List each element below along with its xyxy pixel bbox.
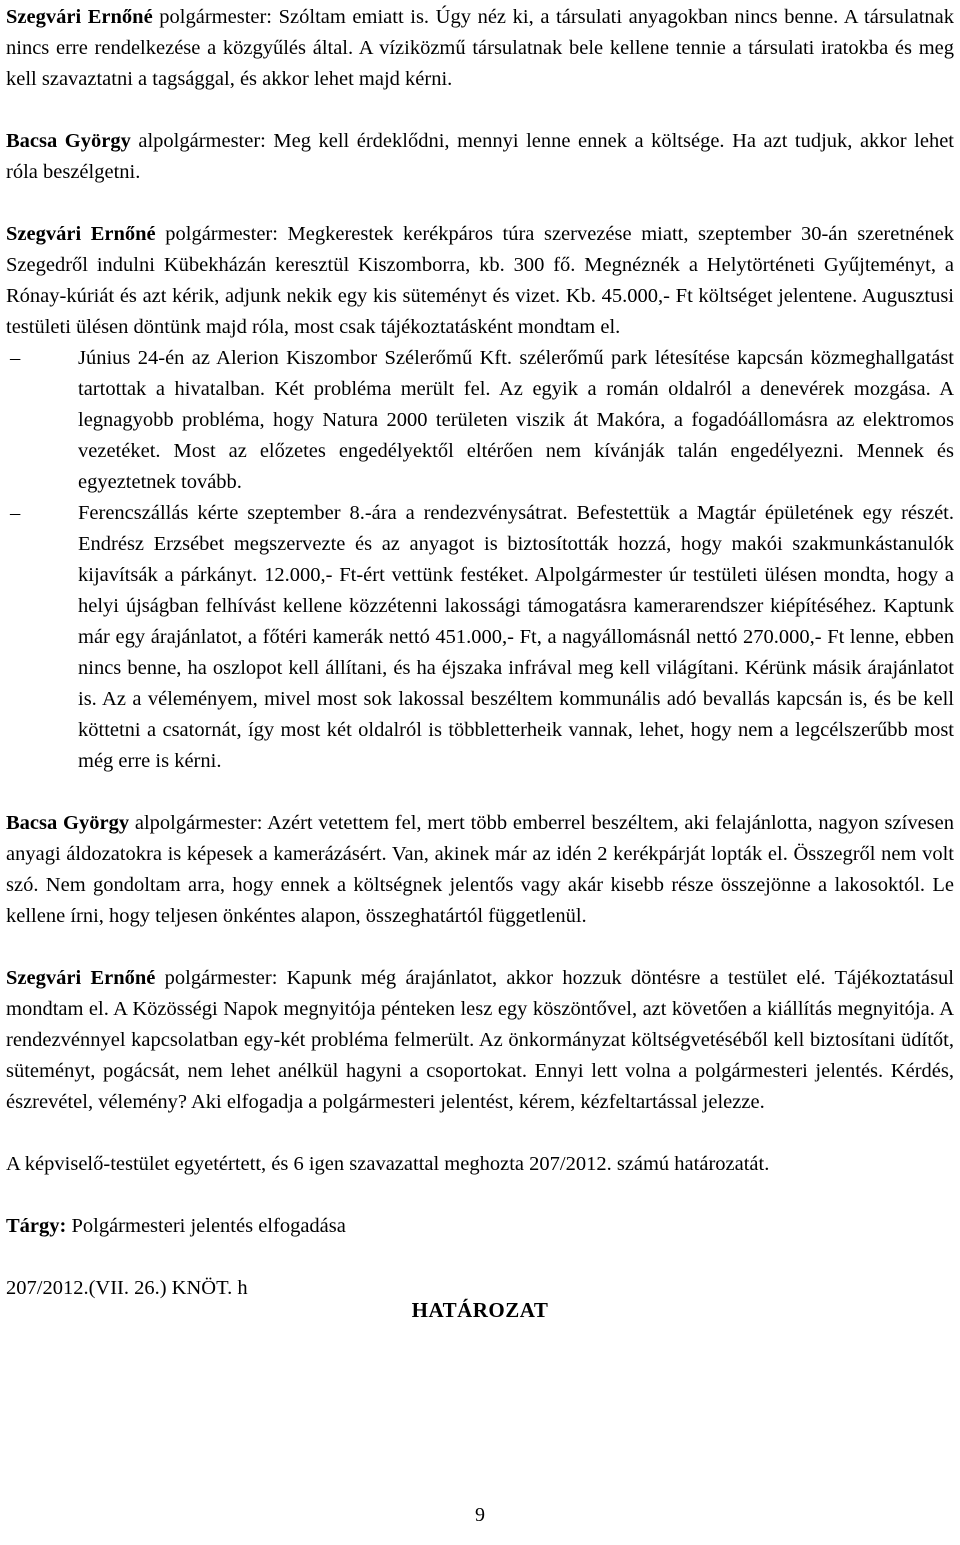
dash-bullet: –	[10, 347, 21, 369]
list-item-text: Ferencszállás kérte szeptember 8.-ára a rendezvénysátrat. Befestettük a Magtár épületének egy részét. Endrész Erzsébet megszervezte és az anyagot is biztosították hozzá, hogy makói szakmunkástanulók kijavítsák a párkányt. 12.000,- Ft-ért vettünk festéket. Alpolgármester úr testületi ülésen mondta, hogy a helyi újságban felhívást kellene közzétenni lakossági támogatásra kamerarendszer kiépítéséhez. Kaptunk már egy árajánlatot, a főtéri kamerák nettó 451.000,- Ft, a nagyállomásnál nettó 270.000,- Ft lenne, ebben nincs benne, ha oszlopot kell állítani, és ha éjszaka infrával meg kell világítani. Kérünk másik árajánlatot is. Az a véleményem, mivel most sok lakossal beszéltem kommunális adó bevallás kapcsán is, és be kell köttetni a csatornát, így most két oldalról is többletterheik vannak, lehet, hogy nem a legcélszerűbb most még erre is kérni.	[78, 502, 954, 772]
speaker-name: Szegvári Ernőné	[6, 6, 153, 28]
speaker-name: Szegvári Ernőné	[6, 223, 156, 245]
paragraph-mayor-3	[6, 963, 954, 1118]
speech-text: polgármester: Kapunk még árajánlatot, akkor hozzuk döntésre a testület elé. Tájékoztatásul mondtam el. A Közösségi Napok megnyitója pénteken lesz egy köszöntővel, azt követően a kiállítás megnyitója. A rendezvénnyel kapcsolatban egy-két probléma felmerült. Az önkormányzat költségvetéséből kell biztosítani üdítőt, süteményt, pogácsát, nem lehet anélkül hagyni a csoportokat. Ennyi lett volna a polgármesteri jelentés. Kérdés, észrevétel, vélemény? Aki elfogadja a polgármesteri jelentést, kérem, kézfeltartással jelezze.	[6, 967, 954, 1113]
paragraph-deputy-2	[6, 808, 954, 932]
page-number: 9	[475, 1504, 485, 1526]
decision-sentence: A képviselő-testület egyetértett, és 6 igen szavazattal meghozta 207/2012. számú határozatát.	[6, 1153, 770, 1175]
speaker-name: Bacsa György	[6, 130, 131, 152]
subject-line	[6, 1211, 954, 1242]
page-body	[6, 2, 954, 1335]
subject-text: Polgármesteri jelentés elfogadása	[66, 1215, 346, 1237]
speaker-name: Szegvári Ernőné	[6, 967, 156, 989]
list-item-text: Június 24-én az Alerion Kiszombor Szélerőmű Kft. szélerőmű park létesítése kapcsán közmeghallgatást tartottak a hivatalban. Két probléma merült fel. Az egyik a román oldalról a denevérek mozgása. A legnagyobb probléma, hogy Natura 2000 területen viszik át Makóra, a fogadóállomásra az elektromos vezetéket. Most az előzetes engedélyektől eltérően nem kívánják talán engedélyezni. Mennek és egyeztetnek tovább.	[78, 347, 954, 493]
speech-text: polgármester: Szóltam emiatt is. Úgy néz ki, a társulati anyagokban nincs benne. A társulatnak nincs erre rendelkezése a közgyűlés által. A víziközmű társulatnak bele kellene tennie a társulati iratokba és meg kell szavaztatni a tagsággal, és akkor lehet majd kérni.	[6, 6, 954, 90]
paragraph-deputy-1	[6, 126, 954, 188]
speech-text: polgármester: Megkerestek kerékpáros túra szervezése miatt, szeptember 30-án szeretnének Szegedről indulni Kübekházán keresztül Kiszomborra, kb. 300 fő. Megnéznék a Helytörténeti Gyűjteményt, a Rónay-kúriát és azt kérik, adjunk nekik egy kis süteményt és vizet. Kb. 45.000,- Ft költséget jelentene. Augusztusi testületi ülésen döntünk majd róla, most csak tájékoztatásként mondtam el.	[6, 223, 954, 338]
list-item	[6, 498, 954, 777]
dash-bullet: –	[10, 502, 21, 524]
resolution-heading: HATÁROZAT	[411, 1298, 549, 1322]
speech-text: alpolgármester: Meg kell érdeklődni, mennyi lenne ennek a költsége. Ha azt tudjuk, akkor lehet róla beszélgetni.	[6, 130, 955, 183]
resolution-reference: 207/2012.(VII. 26.) KNÖT. h	[6, 1277, 248, 1299]
speech-text: alpolgármester: Azért vetettem fel, mert több emberrel beszéltem, aki felajánlotta, nagyon szívesen anyagi áldozatokra is képesek a kamerázásért. Van, akinek már az idén 2 kerékpárját lopták el. Összegről nem volt szó. Nem gondoltam arra, hogy ennek a költségnek jelentős vagy akár kisebb része összejönne a lakosoktól. Le kellene írni, hogy teljesen önkéntes alapon, összeghatártól függetlenül.	[6, 812, 954, 927]
resolution-block	[6, 1273, 954, 1335]
paragraph-mayor-1	[6, 2, 954, 95]
list-item	[6, 343, 954, 498]
paragraph-mayor-2	[6, 219, 954, 343]
subject-label: Tárgy:	[6, 1215, 67, 1237]
speaker-name: Bacsa György	[6, 812, 130, 834]
